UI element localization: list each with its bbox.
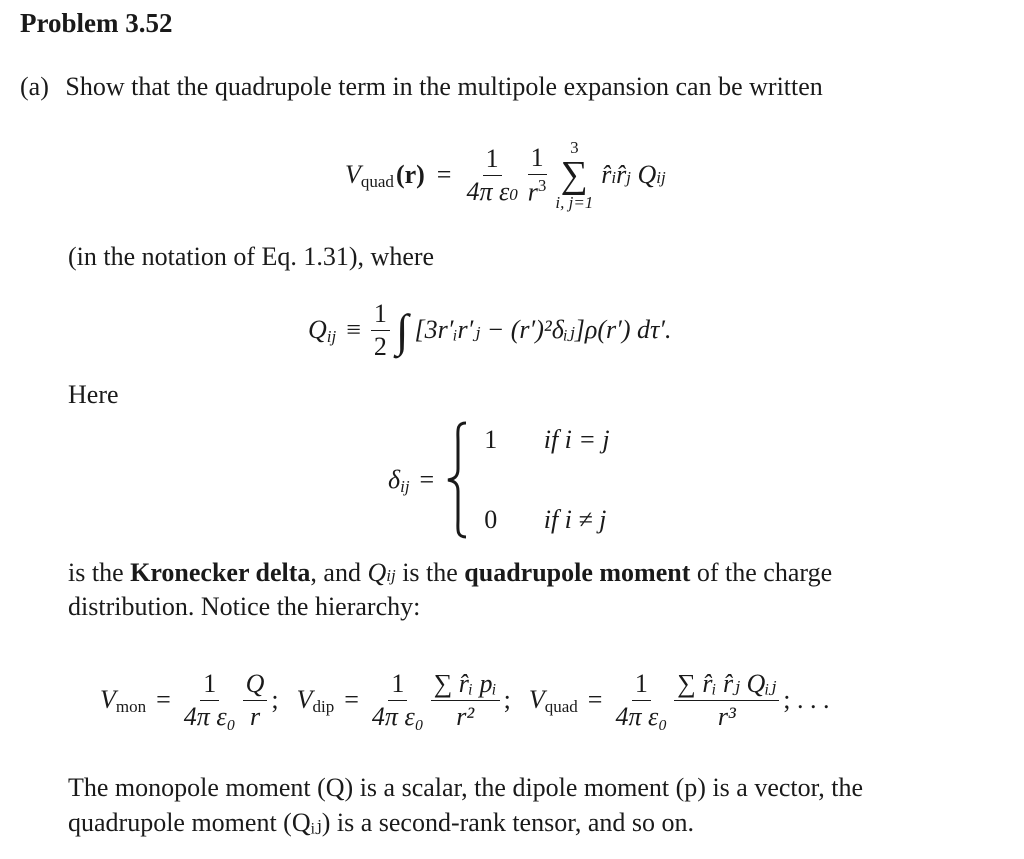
fraction-numerator: 1	[483, 145, 502, 175]
quad-coulomb-fraction: $\frac{1}{\text{4π ε₀}}$	[615, 669, 668, 731]
part-a-label: (a)	[20, 72, 49, 101]
term-kronecker-delta: Kronecker delta	[130, 558, 311, 587]
fraction-r-cubed	[525, 144, 550, 205]
v-subscript: quad	[360, 172, 394, 191]
equiv-sign: ≡	[346, 315, 361, 344]
quadrupole-equation	[345, 130, 666, 220]
v-quad-symbol: V	[528, 685, 545, 714]
delta-symbol: δ	[388, 465, 401, 494]
sum-upper-limit: 3	[570, 138, 579, 157]
mon-coulomb-fraction: $\frac{1}{\text{4π ε₀}}$	[183, 669, 236, 731]
fraction-numerator: 1	[528, 144, 547, 174]
notation-text: (in the notation of Eq. 1.31), where	[68, 242, 435, 271]
paragraph-moments-line1: The monopole moment (Q) is a scalar, the dipole moment (p) is a vector, the	[68, 773, 864, 802]
summation	[555, 139, 593, 211]
v-symbol: V	[345, 160, 361, 189]
q-symbol: Q	[308, 315, 327, 344]
kronecker-delta-definition	[388, 420, 610, 540]
fraction-half	[371, 300, 390, 360]
equals-sign: =	[436, 160, 452, 189]
part-a-intro-text: Show that the quadrupole term in the multipole expansion can be written	[65, 72, 823, 101]
paragraph-kronecker: is the Kronecker delta, and Qij is the quadrupole moment of the charge	[68, 558, 833, 587]
dip-moment-fraction: $\frac{\text{∑ r̂ᵢ pᵢ}}{\text{r²}}$	[431, 670, 500, 730]
summand: r̂ir̂j Qij	[601, 160, 666, 189]
v-argument: (r)	[395, 160, 425, 189]
multipole-hierarchy: V mon = $\frac{1}{\text{4π ε₀}}$ $\frac{Q}{r}$ ; V dip = $\frac{1}{\text{4π ε₀}}$ $\frac{\text{∑ r̂ᵢ pᵢ}}{\text{r²}}$ ; V quad = $\frac{1}{\text{4π ε₀}}$ $\frac{\text{∑ r̂ᵢ r̂ⱼ Qᵢⱼ}}{\text{r³}}$ ; . . .	[100, 669, 830, 731]
equals-sign: =	[419, 465, 435, 494]
case-equal: 1 if i = j	[484, 425, 610, 454]
fraction-coulomb	[463, 145, 520, 205]
integrand: [3r′ᵢr′ⱼ − (r′)²δᵢⱼ]ρ(r′) dτ′.	[414, 315, 672, 344]
fraction-denominator: $r^3$	[527, 175, 547, 207]
paragraph-kronecker-line2: distribution. Notice the hierarchy:	[68, 592, 421, 621]
quad-moment-fraction: $\frac{\text{∑ r̂ᵢ r̂ⱼ Qᵢⱼ}}{\text{r³}}$	[674, 670, 779, 730]
paragraph-moments-line2: quadrupole moment (Qᵢⱼ) is a second-rank tensor, and so on.	[68, 808, 694, 837]
qij-definition	[308, 290, 671, 370]
here-text: Here	[68, 380, 119, 409]
case-not-equal: 0 if i ≠ j	[484, 505, 607, 534]
dip-coulomb-fraction: $\frac{1}{\text{4π ε₀}}$	[371, 669, 424, 731]
sum-symbol: ∑	[560, 154, 588, 196]
term-quadrupole-moment: quadrupole moment	[464, 558, 691, 587]
v-mon-symbol: V	[100, 685, 116, 714]
fraction-denominator: 4π ε0	[466, 176, 518, 206]
fraction-numerator: 1	[371, 300, 390, 330]
part-a-intro	[20, 72, 823, 102]
fraction-denominator: 2	[373, 331, 387, 361]
q-subscript: ij	[326, 327, 337, 346]
cases	[484, 425, 609, 535]
mon-charge-fraction: $\frac{Q}{r}$	[243, 670, 268, 730]
sum-lower-limit: i, j=1	[555, 193, 594, 212]
problem-title: Problem 3.52	[20, 8, 173, 38]
integral-sign: ∫	[395, 304, 409, 356]
v-dip-symbol: V	[296, 685, 313, 714]
left-brace-icon	[444, 421, 470, 539]
delta-subscript: ij	[400, 477, 410, 496]
